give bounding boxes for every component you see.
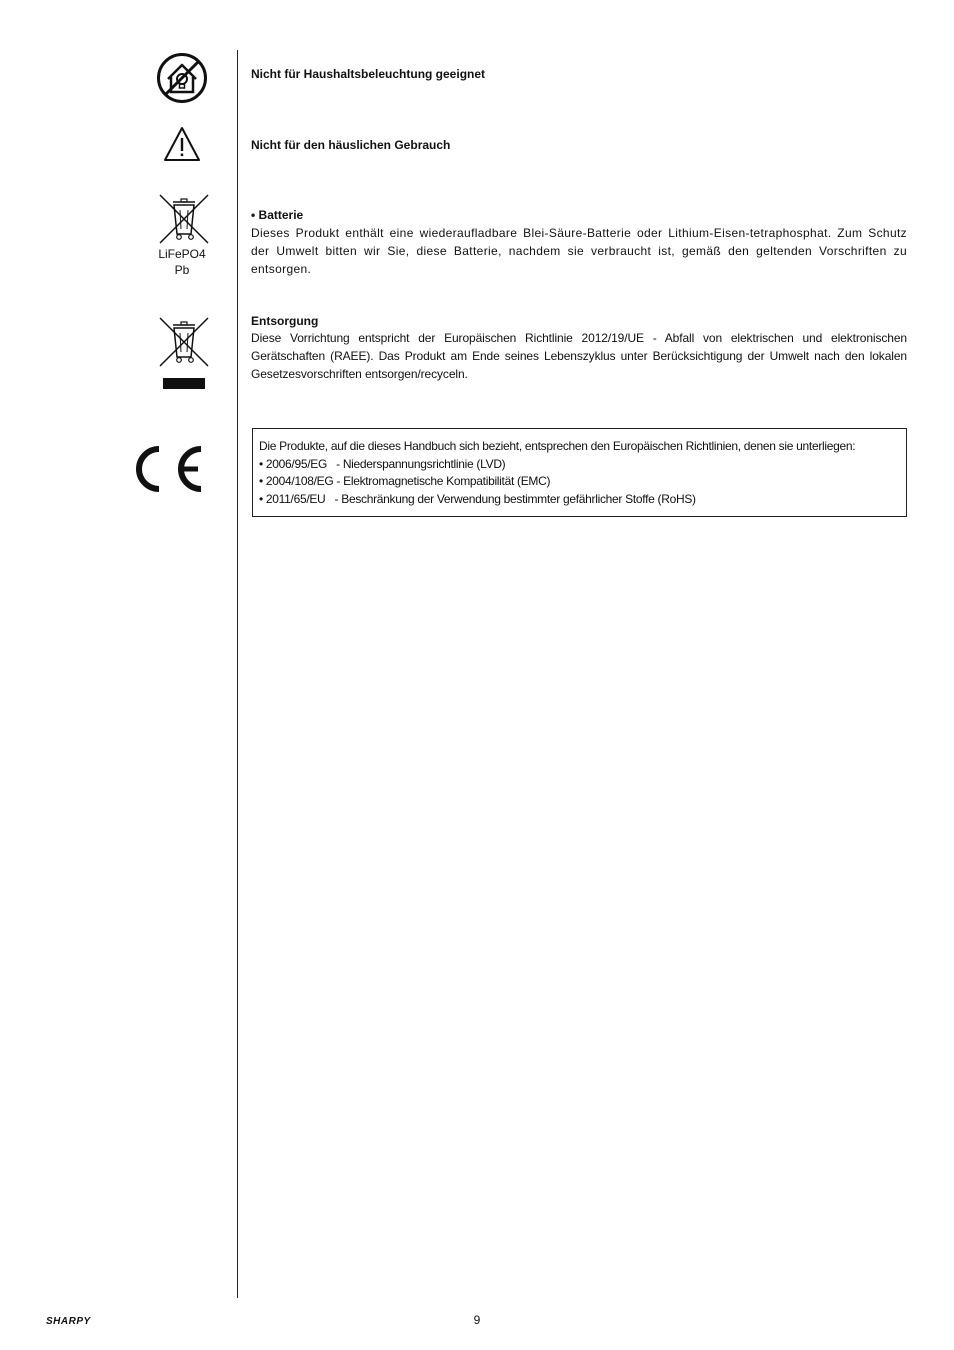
- battery-title: • Batterie: [251, 208, 304, 222]
- warning-icon: [163, 125, 201, 163]
- battery-chem-label-2: Pb: [174, 263, 190, 277]
- battery-text: Dieses Produkt enthält eine wiederaufladbare Blei-Säure-Batterie oder Lithium-Eisen-tetraphosphat. Zum Schutz der Umwelt bitten wir Sie, diese Batterie, nachdem sie verbraucht ist, gemäß den geltenden Vorschriften zu entsorgen.: [251, 226, 907, 276]
- footer-brand: SHARPY: [46, 1316, 91, 1327]
- directive-emc: • 2004/108/EG - Elektromagnetische Kompatibilität (EMC): [259, 474, 551, 488]
- ce-mark-icon: [134, 441, 206, 497]
- disposal-title: Entsorgung: [251, 314, 319, 328]
- domestic-use-warning: Nicht für den häuslichen Gebrauch: [251, 138, 451, 152]
- directive-rohs: • 2011/65/EU - Beschränkung der Verwendung bestimmter gefährlicher Stoffe (RoHS): [259, 491, 696, 506]
- ce-compliance-box: [252, 428, 907, 517]
- directive-lvd: • 2006/95/EG - Niederspannungsrichtlinie (LVD): [259, 456, 506, 471]
- crossed-bin-weee-icon: [158, 316, 210, 368]
- weee-black-bar: [163, 378, 205, 389]
- column-divider: [237, 50, 238, 1298]
- page-number: 9: [473, 1313, 481, 1327]
- household-lighting-warning: Nicht für Haushaltsbeleuchtung geeignet: [251, 67, 486, 81]
- crossed-bin-battery-icon: [158, 193, 210, 245]
- battery-chem-label-1: LiFePO4: [158, 247, 206, 261]
- disposal-text: Diese Vorrichtung entspricht der Europäischen Richtlinie 2012/19/UE - Abfall von elektrischen und elektronischen Gerätschaften (RAEE). Das Produkt am Ende seines Lebenszyklus unter Berücksichtigung der Umwelt nach den lokalen Gesetzesvorschriften entsorgen/recyceln.: [251, 331, 907, 381]
- ce-intro: Die Produkte, auf die dieses Handbuch sich bezieht, entsprechen den Europäischen Richtlinien, denen sie unterliegen:: [259, 439, 856, 453]
- no-household-lighting-icon: [156, 52, 208, 104]
